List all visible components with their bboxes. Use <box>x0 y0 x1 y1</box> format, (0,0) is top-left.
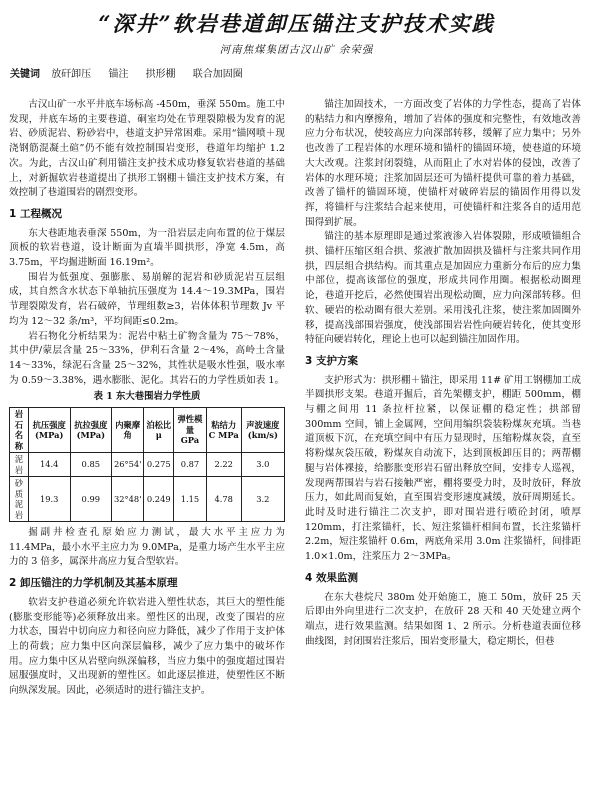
table-cell: 3.2 <box>241 477 284 522</box>
section-heading: 2 卸压锚注的力学机制及其基本原理 <box>9 577 178 590</box>
body-paragraph: 锚注的基本原理即是通过浆液渗入岩体裂隙，形成喷锚组合拱、锚杆压缩区组合拱、浆液扩散加固拱及锚杆与注浆共同作用拱，四层组合拱结构。而其重点是加固应力重新分布后的应力集中部位，提高该部位的强度，形成共同作用圈。根据松动圈理论，巷道开挖后，必然使围岩出现松动圈，应力向深部转移。但软、硬岩的松动圈有很大差别。采用浅孔注浆，使注浆加固圈外移，提高浅部围岩强度，使浅部围岩岩性向硬岩转化，使其变形特征向硬岩转化，理论上也可以起到锚注加固作用。 <box>305 231 581 346</box>
table-cell: 砂质泥岩 <box>10 477 29 522</box>
table-cell: 0.85 <box>70 453 112 477</box>
table-header-cell: 抗压强度(MPa) <box>28 408 70 453</box>
body-paragraph: 在东大巷烷尺 380m 处开始施工，施工 50m，放矸 25 天后即由外向里进行二次支护，在放矸 28 天和 40 天处建立两个端点，进行效果监测。结果如图 1、2 所示。分析巷道表面位移曲线图，封闭围岩注浆后，围岩变形量大，稳定期长，但巷 <box>305 591 581 647</box>
keyword: 放矸卸压 <box>51 69 92 80</box>
body-paragraph: 软岩支护巷道必须允许软岩进入塑性状态，其巨大的塑性能(膨胀变形能等)必须释放出来。塑性区的出现，改变了围岩的应力状态，围岩中切向应力和径向应力降低，减少了作用于支护体上的荷载；应力集中区向深层偏移，减少了应力集中的破坏作用。应力集中区从岩壁向纵深偏移，当应力集中的强度超过围岩屈服强度时，又出现新的塑性区。如此逐层推进，使塑性区不断向纵深发展。因此，必须适时的进行锚注支护。 <box>9 596 285 697</box>
body-paragraph: 围岩为低强度、强膨胀、易崩解的泥岩和砂质泥岩互层组成，其自然含水状态下单轴抗压强度为 14.4～19.3MPa，围岩节理裂隙发育，岩石破碎，节理组数≥3，岩体体积节理数 Jv 平均为 12～32 条/m³，平均间距≤0.2m。 <box>9 271 285 327</box>
table-cell: 2.22 <box>206 453 241 477</box>
table-cell: 3.0 <box>241 453 284 477</box>
table-header-cell: 内聚摩角 <box>112 408 144 453</box>
right-column <box>305 98 581 649</box>
section-heading: 4 效果监测 <box>305 571 358 584</box>
section-heading: 3 支护方案 <box>305 354 358 367</box>
table-header-cell: 抗拉强度(MPa) <box>70 408 112 453</box>
keywords-label: 关键词 <box>10 69 40 80</box>
table-cell: 1.15 <box>174 477 207 522</box>
table-header-cell: 粘结力 C MPa <box>206 408 241 453</box>
keyword: 拱形棚 <box>145 69 176 80</box>
table-cell: 26°54' <box>112 453 144 477</box>
table-cell: 4.78 <box>206 477 241 522</box>
table-cell: 14.4 <box>28 453 70 477</box>
table-cell: 32°48' <box>112 477 144 522</box>
keyword: 锚注 <box>108 69 129 80</box>
table-cell: 19.3 <box>28 477 70 522</box>
body-paragraph: 掘副井检查孔原始应力测试，最大水平主应力为 11.4MPa，最小水平主应力为 9.0MPa，是重力场产生水平主应力的 3 倍多，属深井高应力复合型软岩。 <box>9 527 285 568</box>
table-header-row <box>10 408 285 453</box>
keyword: 联合加固圈 <box>192 69 243 80</box>
table-row <box>10 453 285 477</box>
body-paragraph: 古汉山矿一水平井底车场标高 -450m，垂深 550m。施工中发现，井底车场的主要巷道、硐室均处在节理裂隙极为发育的泥岩、砂质泥岩、粉砂岩中，巷道支护异常困难。采用“锚网喷＋现浇钢筋混凝土碹”仍不能有效控制围岩变形，巷道年均缩护 1.2 次。为此，古汉山矿利用锚注支护技术成功修复软岩巷道的基础上，对新掘软岩巷道提出了拱形工钢棚＋锚注支护技术方案，有效控制了巷道围岩的剧烈变形。 <box>9 99 285 199</box>
table-cell: 0.249 <box>144 477 174 522</box>
body-paragraph: 东大巷距地表垂深 550m，为一沿岩层走向布置的位于煤层顶板的软岩巷道，设计断面为直墙半圆拱形，净宽 4.5m，高 3.75m，平均掘进断面 16.19m²。 <box>9 227 285 269</box>
rock-properties-table <box>9 407 285 522</box>
table-cell: 0.275 <box>144 453 174 477</box>
table-header-cell: 声波速度(km/s) <box>241 408 284 453</box>
table-caption: 表 1 东大巷围岩力学性质 <box>93 391 201 403</box>
table-cell: 0.87 <box>174 453 207 477</box>
body-paragraph: 锚注加固技术，一方面改变了岩体的力学性态，提高了岩体的粘结力和内摩擦角，增加了岩体的强度和完整性，有效地改善应力分布状况，使较高应力向深部转移，缓解了应力集中；另外也改善了工程岩体的水理环境和锚杆的锚固环境，使巷道的环境大大改观。注浆封闭裂缝，从而阻止了水对岩体的侵蚀，改善了岩体的水理环境；注浆加固层还可为锚杆提供可靠的着力基础，改善了锚杆的锚固环境，使锚杆对破碎岩层的锚固作用得以发挥，将锚杆与注浆结合起来使用，可使锚杆和注浆各自的适用范围得到扩展。 <box>305 99 581 228</box>
body-paragraph: 岩石物化分析结果为：泥岩中粘土矿物含量为 75～78%，其中伊/蒙层含量 25～33%，伊利石含量 2～4%，高岭土含量 14～33%，绿泥石含量 25～32%，其性状是吸水性强，吸水率为 0.59～3.38%，遇水膨胀、泥化。其岩石的力学性质如表 1。 <box>9 330 285 386</box>
table-cell: 0.99 <box>70 477 112 522</box>
table-header-cell: 弹性模量 GPa <box>174 408 207 453</box>
table-cell: 泥岩 <box>10 453 29 477</box>
table-row <box>10 477 285 522</box>
body-paragraph: 支护形式为：拱形棚＋锚注，即采用 11# 矿用工钢棚加工成半圆拱形支架。巷道开掘后，首先架棚支护，棚距 500mm，棚与棚之间用 11 条拉杆拉紧，以保证棚的稳定性；拱部留 300mm 空间，铺上金属网，空间用编织袋装粉煤灰充填。当巷道顶板下沉，在充填空间中有压力显现时，压缩粉煤灰袋，直至将粉煤灰袋压破，粉煤灰自动流下，达到顶板卸压目的；两帮棚腿与岩体裸接，给膨胀变形岩石留出释放空间，安排专人巡视，发现两帮围岩与岩石接触严密，棚将要受力时，及时放矸，释放压力，如此周而复始，直至围岩变形速度减缓，放矸周期延长。此时及时进行锚注二次支护，即对围岩进行喷砼封闭，喷厚 120mm，打注浆锚杆，长、短注浆锚杆相间布置，长注浆锚杆 2.2m，短注浆锚杆 0.6m，两底角采用 3.0m 注浆锚杆，间排距 1.0×1.0m，注浆压力 2～3MPa。 <box>305 374 581 563</box>
section-heading: 1 工程概况 <box>9 207 62 220</box>
table-header-cell: 泊松比 μ <box>144 408 174 453</box>
paper-title: “深井”软岩巷道卸压锚注支护技术实践 <box>98 11 495 36</box>
table-header-cell: 岩石名称 <box>10 408 29 453</box>
left-column <box>9 98 285 699</box>
keywords-line <box>10 68 590 82</box>
author-line: 河南焦煤集团古汉山矿 余荣强 <box>219 44 374 56</box>
